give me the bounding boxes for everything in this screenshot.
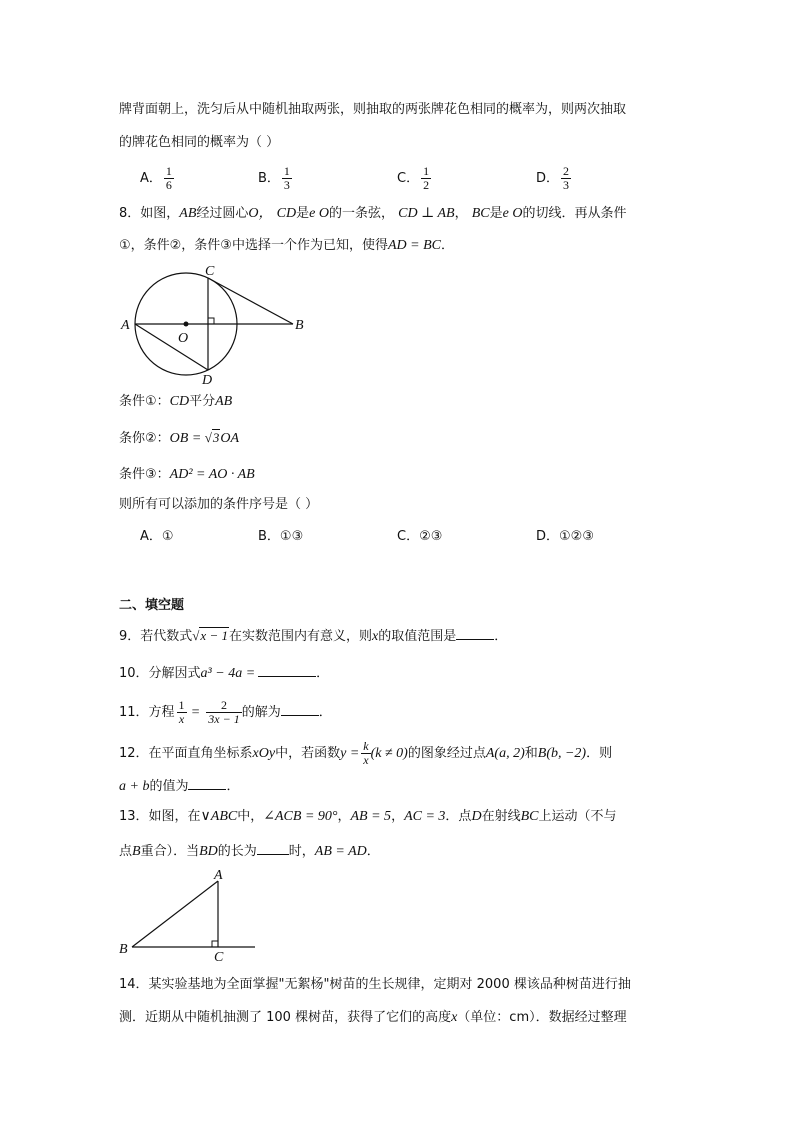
answer-blank[interactable] — [258, 664, 316, 677]
q8-option-d[interactable]: D．①②③ — [536, 529, 594, 544]
q8-line1: 8．如图，AB经过圆心O， CD是e O的一条弦， CD ⊥ AB， BC是e O的切线．再从条件 — [119, 206, 627, 221]
q14-line1: 14．某实验基地为全面掌握"无絮杨"树苗的生长规律，定期对 2000 棵该品种树苗进行抽 — [119, 977, 631, 992]
q8-option-a[interactable]: A．① — [140, 529, 174, 544]
answer-blank[interactable] — [456, 627, 494, 640]
q7-option-c[interactable] — [397, 165, 431, 192]
q13-triangle-figure — [115, 865, 265, 962]
q12-line2: a + b的值为 ． — [119, 779, 240, 794]
answer-blank[interactable] — [281, 703, 319, 716]
q7-line2: 的牌花色相同的概率为（ ） — [119, 135, 280, 150]
answer-blank[interactable] — [188, 777, 226, 790]
q8-circle-figure — [115, 262, 315, 387]
right-angle-mark — [212, 941, 218, 947]
option-fraction: $\frac{1}{2}$ — [423, 164, 430, 192]
label-a: A — [214, 868, 223, 883]
label-c: C — [214, 950, 224, 962]
label-c: C — [205, 264, 215, 279]
q7-option-a[interactable] — [140, 165, 174, 192]
q7-line1: 牌背面朝上，洗匀后从中随机抽取两张，则抽取的两张牌花色相同的概率为，则两次抽取 — [119, 102, 627, 117]
q8-condition-1: 条件①：CD平分AB — [119, 394, 233, 409]
option-fraction: $\frac{2}{3}$ — [563, 164, 570, 192]
q14-line2: 测．近期从中随机抽测了 100 棵树苗，获得了它们的高度x（单位：cm）．数据经过整理 — [119, 1010, 627, 1025]
line-ab — [132, 881, 218, 947]
option-label: D． — [536, 171, 560, 186]
q10: 10．分解因式a³ − 4a = ． — [119, 666, 330, 681]
section-heading: 二、填空题 — [119, 598, 185, 613]
label-b: B — [295, 318, 304, 333]
q7-option-d[interactable] — [536, 165, 571, 192]
line-ad — [135, 324, 208, 370]
q13-line1: 13．如图，在∨ABC中，∠ACB = 90°，AB = 5，AC = 3．点D在射线BC上运动（不与 — [119, 809, 617, 824]
label-d: D — [202, 373, 213, 387]
q8-option-c[interactable]: C．②③ — [397, 529, 443, 544]
q8-question: 则所有可以添加的条件序号是（ ） — [119, 497, 319, 512]
q8-condition-2: 条你②：OB = √3OA — [119, 430, 240, 446]
q8-option-b[interactable]: B．①③ — [258, 529, 304, 544]
right-angle-mark — [208, 318, 214, 324]
q12-line1: 12．在平面直角坐标系xOy中，若函数y = $\frac{k}{x}$ (k ≠ 0)的图象经过点A(a, 2)和B(b, −2)．则 — [119, 739, 613, 767]
option-fraction: $\frac{1}{3}$ — [283, 164, 290, 192]
option-label: A． — [140, 171, 162, 186]
label-o: O — [178, 331, 189, 346]
label-a: A — [121, 318, 130, 333]
q8-condition-3: 条件③：AD² = AO · AB — [119, 467, 255, 482]
center-dot — [184, 322, 189, 327]
q11: 11．方程 $\frac{1}{x}$ = $\frac{2}{3x - 1}$ 的解为 ． — [119, 698, 332, 726]
answer-blank[interactable] — [257, 842, 289, 855]
option-label: C． — [397, 171, 420, 186]
q9: 9．若代数式√x − 1在实数范围内有意义，则x的取值范围是 ． — [119, 628, 508, 644]
q7-option-b[interactable] — [258, 165, 292, 192]
line-cb — [208, 278, 293, 324]
option-label: B． — [258, 171, 280, 186]
option-fraction: $\frac{1}{6}$ — [165, 164, 172, 192]
q8-line2: ①，条件②，条件③中选择一个作为已知，使得AD = BC． — [119, 238, 454, 253]
label-b: B — [119, 942, 128, 957]
q13-line2: 点B重合）．当BD的长为 时，AB = AD． — [119, 844, 380, 859]
